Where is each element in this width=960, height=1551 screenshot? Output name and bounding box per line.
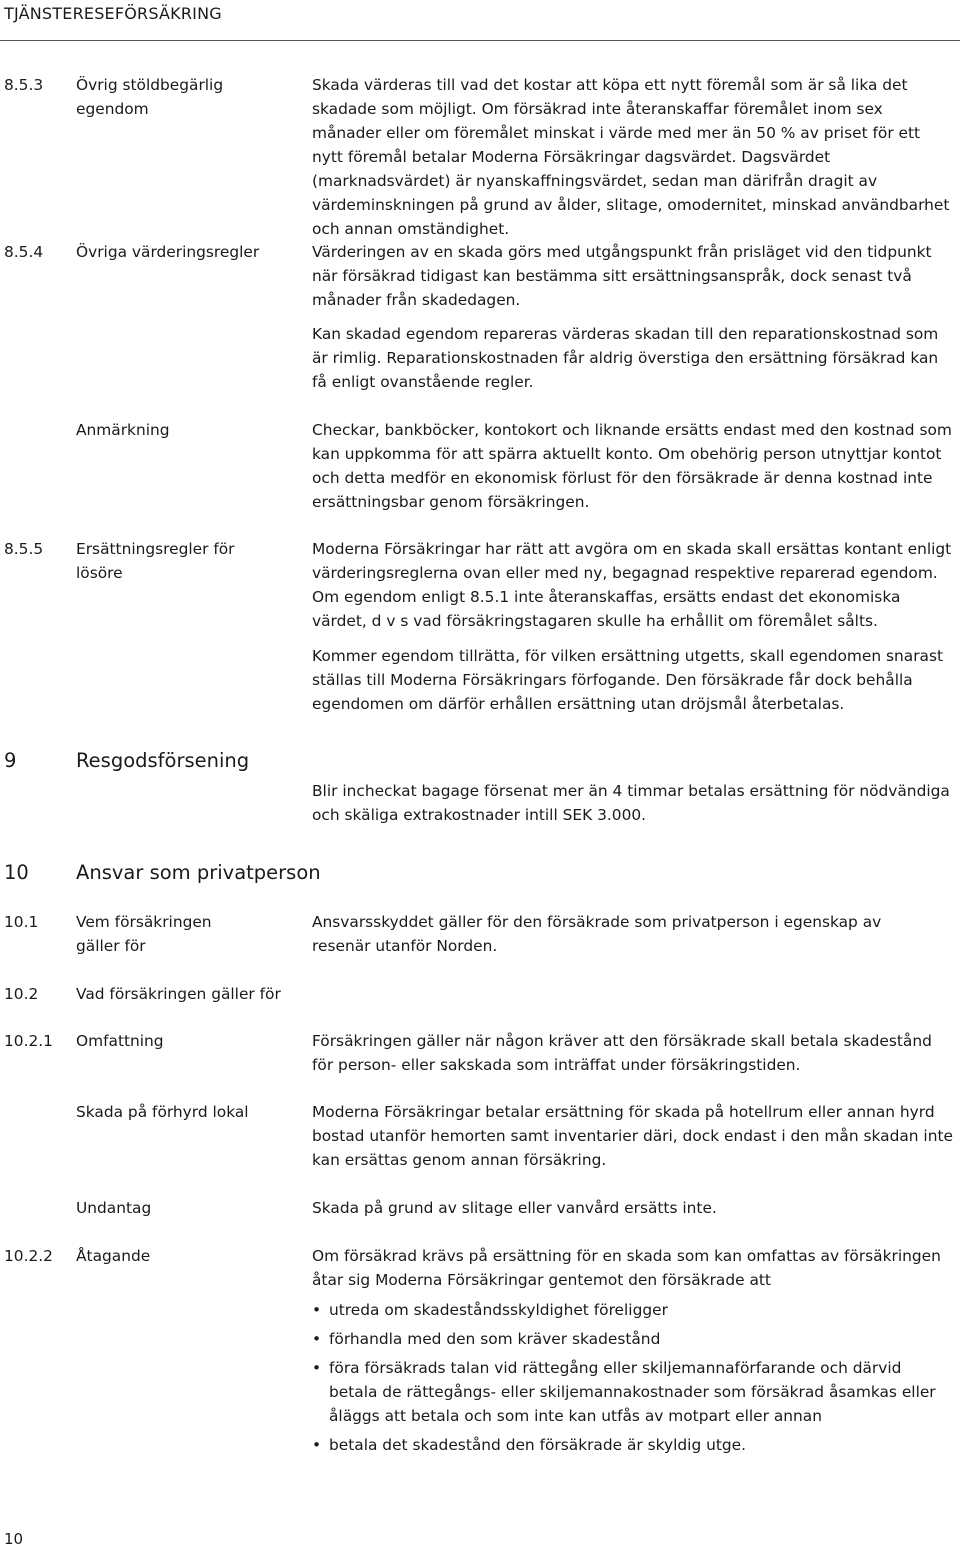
section-label-10-2-1: Omfattning bbox=[76, 1032, 164, 1050]
section-label-10-2: Vad försäkringen gäller för bbox=[76, 985, 281, 1003]
section-label-8-5-5: Ersättningsregler för lösöre bbox=[76, 540, 235, 582]
section-number-10-1: 10.1 bbox=[4, 913, 39, 931]
section-text-8-5-5-p1: Moderna Försäkringar har rätt att avgöra om en skada skall ersättas kontant enligt värderingsreglerna ovan eller med ny, begagnad respektive reparerad egendom. Om egendom enligt 8.5.1 inte återanskaffas, ersätts endast det ekonomiska värdet, d v s vad försäkringstagaren skulle ha erhållit om föremålet sålts. bbox=[312, 540, 952, 630]
chapter-text-9: Blir incheckat bagage försenat mer än 4 timmar betalas ersättning för nödvändiga och skäliga extrakostnader intill SEK 3.000. bbox=[312, 782, 950, 824]
note-text: Checkar, bankböcker, kontokort och liknande ersätts endast med den kostnad som kan uppkomma för att spärra aktuellt konto. Om obehörig person utnyttjar kontot och detta medför en ekonomisk förlust för den försäkrade är denna kostnad inte ersättningsbar genom försäkringen. bbox=[312, 421, 952, 511]
section-text-8-5-4-p2: Kan skadad egendom repareras värderas skadan till den reparationskostnad som är rimlig. Reparationskostnaden får aldrig överstiga den ersättning försäkrad kan få enligt ovanstående regler. bbox=[312, 325, 939, 391]
section-text-10-2-2-intro: Om försäkrad krävs på ersättning för en skada som kan omfattas av försäkringen åtar sig Moderna Försäkringar gentemot den försäkrade att bbox=[312, 1247, 941, 1289]
section-number-10-2-2: 10.2.2 bbox=[4, 1247, 53, 1265]
section-number-8-5-5: 8.5.5 bbox=[4, 540, 44, 558]
section-number-8-5-4: 8.5.4 bbox=[4, 243, 44, 261]
section-number-10-2-1: 10.2.1 bbox=[4, 1032, 53, 1050]
running-header: TJÄNSTERESEFÖRSÄKRING bbox=[4, 4, 222, 23]
chapter-number-10: 10 bbox=[4, 861, 29, 884]
page-number: 10 bbox=[4, 1530, 24, 1548]
list-item: • betala det skadestånd den försäkrade är skyldig utge. bbox=[312, 1433, 954, 1457]
list-item: • föra försäkrads talan vid rättegång eller skiljemannaförfarande och därvid betala de rättegångs- eller skiljemannakostnader som försäkrad åsamkas eller åläggs att betala och som inte kan utfås av motpart eller annan bbox=[312, 1356, 954, 1428]
section-text-8-5-4-p1: Värderingen av en skada görs med utgångspunkt från prisläget vid den tidpunkt när försäkrad tidigast kan bestämma sitt ersättningsanspråk, dock senast två månader från skadedagen. bbox=[312, 243, 932, 309]
section-label-8-5-4: Övriga värderingsregler bbox=[76, 243, 260, 261]
section-text-10-2-1: Försäkringen gäller när någon kräver att den försäkrade skall betala skadestånd för person- eller sakskada som inträffat under försäkringstiden. bbox=[312, 1032, 932, 1074]
subsection-text-exclusions: Skada på grund av slitage eller vanvård ersätts inte. bbox=[312, 1199, 717, 1217]
list-item: • förhandla med den som kräver skadestånd bbox=[312, 1327, 954, 1351]
section-text-8-5-3: Skada värderas till vad det kostar att köpa ett nytt föremål som är så lika det skadade som möjligt. Om försäkrad inte återanskaffar föremålet inom sex månader eller om föremålet minskat i värde med mer än 50 % av priset för ett nytt föremål betalar Moderna Försäkringar dagsvärdet. Dagsvärdet (marknadsvärdet) är nyanskaffningsvärdet, sedan man därifrån dragit av värdeminskningen på grund av ålder, slitage, omodernitet, minskad användbarhet och annan omständighet. bbox=[312, 76, 950, 238]
section-number-8-5-3: 8.5.3 bbox=[4, 76, 44, 94]
header-rule bbox=[0, 40, 960, 41]
section-text-10-2-2 bbox=[312, 1244, 954, 1462]
section-label-10-2-2: Åtagande bbox=[76, 1247, 151, 1265]
chapter-title-10: Ansvar som privatperson bbox=[76, 861, 321, 884]
note-label: Anmärkning bbox=[76, 421, 170, 439]
undertaking-list bbox=[312, 1298, 954, 1457]
section-label-10-1: Vem försäkringen gäller för bbox=[76, 913, 212, 955]
subsection-label-exclusions: Undantag bbox=[76, 1199, 152, 1217]
list-item: • utreda om skadeståndsskyldighet föreligger bbox=[312, 1298, 954, 1322]
section-number-10-2: 10.2 bbox=[4, 985, 39, 1003]
subsection-text-rented-premises: Moderna Försäkringar betalar ersättning för skada på hotellrum eller annan hyrd bostad utanför hemorten samt inventarier däri, dock endast i den mån skadan inte kan ersättas genom annan försäkring. bbox=[312, 1103, 953, 1169]
chapter-title-9: Resgodsförsening bbox=[76, 749, 250, 772]
chapter-number-9: 9 bbox=[4, 749, 17, 772]
section-text-10-1: Ansvarsskyddet gäller för den försäkrade som privatperson i egenskap av resenär utanför Norden. bbox=[312, 913, 882, 955]
subsection-label-rented-premises: Skada på förhyrd lokal bbox=[76, 1103, 249, 1121]
section-label-8-5-3: Övrig stöldbegärlig egendom bbox=[76, 76, 224, 118]
section-text-8-5-5-p2: Kommer egendom tillrätta, för vilken ersättning utgetts, skall egendomen snarast ställas till Moderna Försäkringars förfogande. Den försäkrade får dock behålla egendomen om därför erhållen ersättning utan dröjsmål återbetalas. bbox=[312, 647, 944, 713]
